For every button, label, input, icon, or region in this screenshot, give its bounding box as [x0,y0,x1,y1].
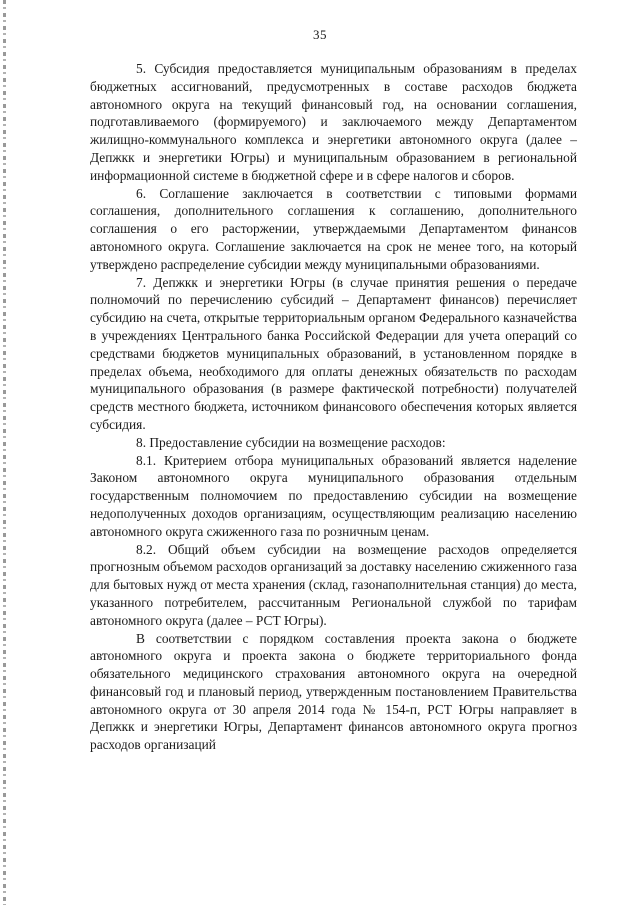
paragraph-8: 8. Предоставление субсидии на возмещение расходов: [136,434,446,450]
document-body [90,60,577,754]
scan-edge-artifact [3,0,6,905]
paragraph-7: 7. Депжкк и энергетики Югры (в случае принятия решения о передаче полномочий по перечислению субсидий – Департамент финансов) перечисляет субсидию на счета, открытые территориальным органом Федерального казначейства в учреждениях Центрального банка Российской Федерации для учета операций со средствами бюджетов муниципальных образований, в установленном порядке в пределах объема, необходимого для оплаты денежных обязательств по расходам муниципального образования (в размере фактической потребности) получателей средств местного бюджета, источником финансового обеспечения которых является субсидия. [90,274,577,432]
page-number: 35 [313,27,327,42]
paragraph-5: 5. Субсидия предоставляется муниципальным образованиям в пределах бюджетных ассигнований, предусмотренных в составе расходов бюджета автономного округа на текущий финансовый год, на основании соглашения, подготавливаемого (формируемого) и заключаемого между Департаментом жилищно-коммунального комплекса и энергетики автономного округа (далее – Депжкк и энергетики Югры) и муниципальным образованием в региональной информационной системе в бюджетной сфере и в сфере налогов и сборов. [90,61,577,183]
paragraph-8-2: 8.2. Общий объем субсидии на возмещение расходов определяется прогнозным объемом расходов организаций за доставку населению сжиженного газа для бытовых нужд от места хранения (склад, газонаполнительная станция) до места, указанного потребителем, рассчитанным Региональной службой по тарифам автономного округа (далее – РСТ Югры). [90,541,577,628]
paragraph-8-2-continued: В соответствии с порядком составления проекта закона о бюджете автономного округа и проекта закона о бюджете территориального фонда обязательного медицинского страхования автономного округа на очередной финансовый год и плановый период, утвержденным постановлением Правительства автономного округа от 30 апреля 2014 года № 154-п, РСТ Югры направляет в Депжкк и энергетики Югры, Департамент финансов автономного округа прогноз расходов организаций [90,630,577,753]
paragraph-6: 6. Соглашение заключается в соответствии с типовыми формами соглашения, дополнительного соглашения к соглашению, дополнительного соглашения о его расторжении, утверждаемыми Департаментом финансов автономного округа. Соглашение заключается на срок не менее того, на который утверждено распределение субсидии между муниципальными образованиями. [90,185,577,272]
paragraph-8-1: 8.1. Критерием отбора муниципальных образований является наделение Законом автономного округа муниципального образования отдельным государственным полномочием по предоставлению субсидии на возмещение недополученных доходов организациям, осуществляющим реализацию населению автономного округа сжиженного газа по розничным ценам. [90,452,577,539]
